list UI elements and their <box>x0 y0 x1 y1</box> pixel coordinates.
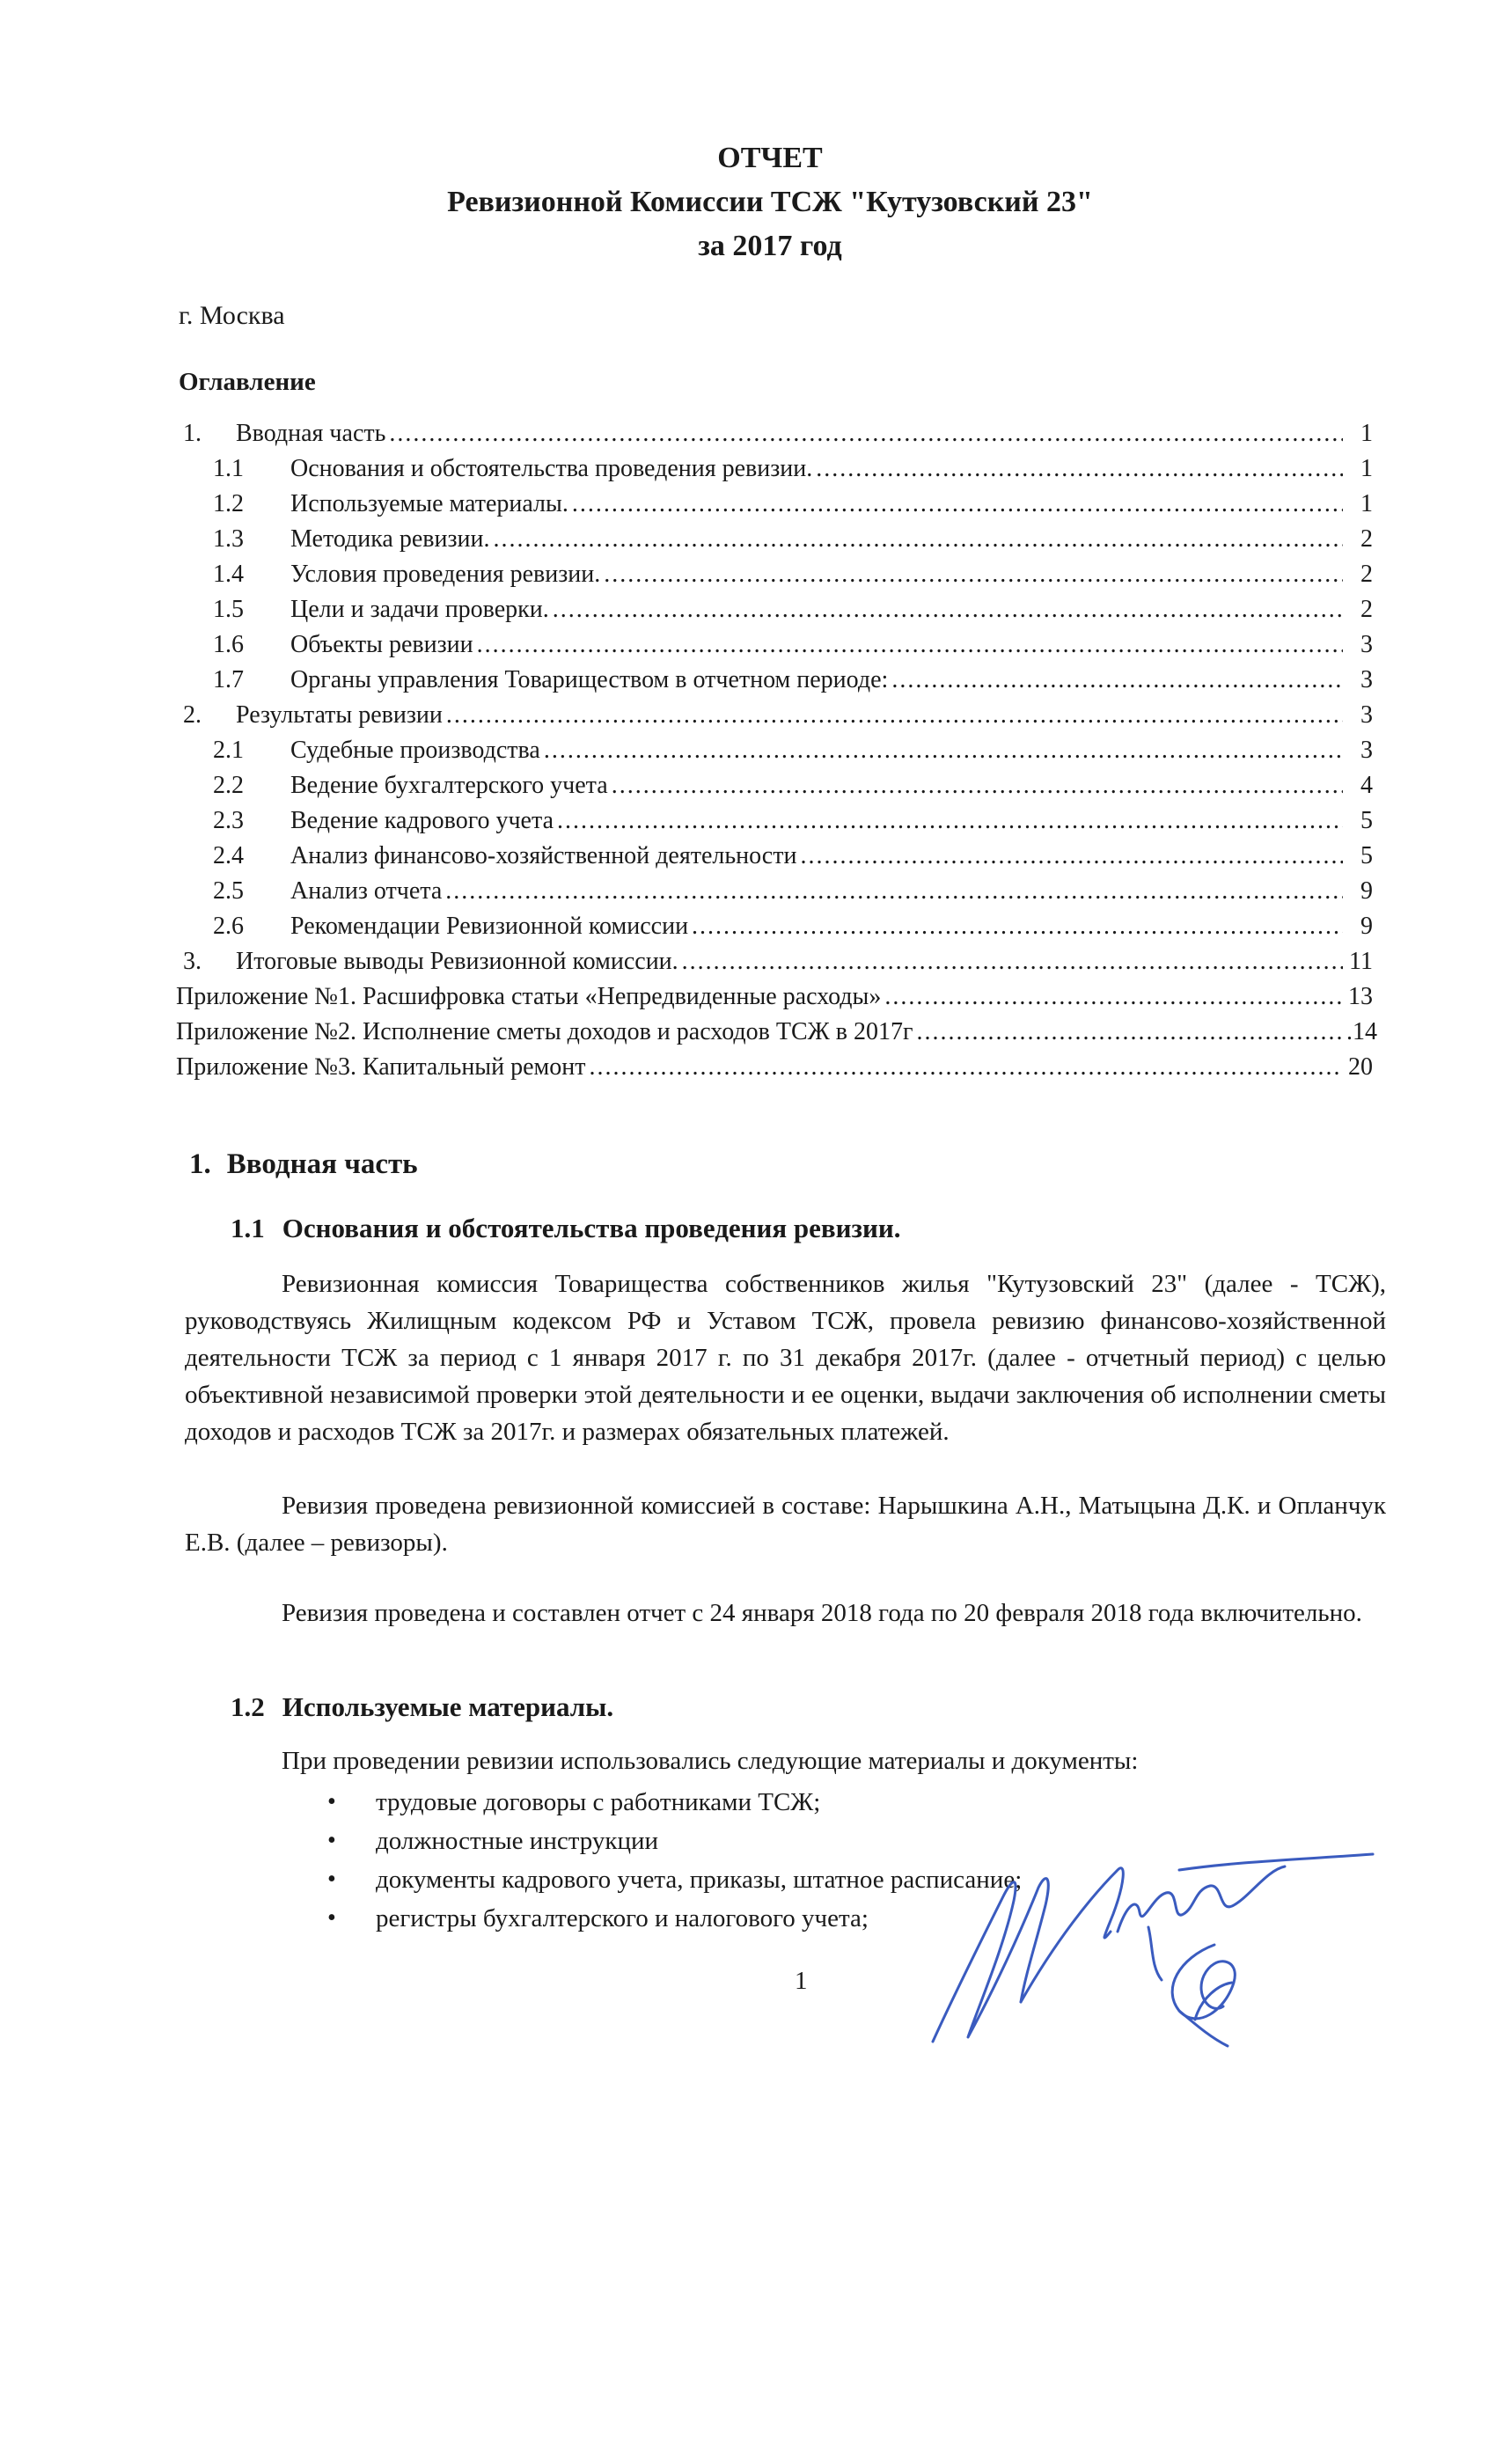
title-line-1: ОТЧЕТ <box>717 142 823 174</box>
toc-entry-page: 3 <box>1360 737 1373 764</box>
toc-entry-page: 3 <box>1360 631 1373 658</box>
toc-dot-leader <box>557 807 1343 835</box>
toc-entry-number: 1.2 <box>213 490 244 517</box>
section-1-2-heading <box>231 1691 613 1723</box>
toc-dot-leader <box>884 983 1343 1011</box>
toc-entry[interactable] <box>176 420 1373 455</box>
section-1-1-number: 1.1 <box>231 1213 265 1243</box>
toc-entry-number: 1.4 <box>213 561 244 588</box>
toc-entry[interactable] <box>176 1053 1373 1089</box>
toc-entry-label: Методика ревизии. <box>290 525 490 553</box>
toc-entry-page: 1 <box>1360 490 1373 517</box>
toc-entry[interactable] <box>176 772 1373 807</box>
toc-entry-page: 5 <box>1360 842 1373 869</box>
toc-entry[interactable] <box>176 525 1373 561</box>
toc-entry[interactable] <box>176 877 1373 913</box>
toc-entry-number: 2. <box>183 701 202 729</box>
toc-dot-leader <box>553 596 1343 624</box>
section-1-1-heading <box>231 1213 900 1244</box>
toc-heading: Оглавление <box>179 368 316 396</box>
toc-entry-label: Ведение кадрового учета <box>290 807 554 834</box>
toc-dot-leader <box>389 420 1343 448</box>
list-item: • трудовые договоры с работниками ТСЖ; <box>327 1788 1022 1827</box>
toc-entry-number: 2.3 <box>213 807 244 834</box>
section-1-number: 1. <box>189 1148 211 1180</box>
report-title <box>0 136 1496 268</box>
section-1-heading <box>189 1148 418 1181</box>
toc-entry[interactable] <box>176 455 1373 490</box>
toc-dot-leader <box>816 455 1343 483</box>
title-line-2: Ревизионной Комиссии ТСЖ "Кутузовский 23" <box>447 186 1093 218</box>
toc-entry[interactable] <box>176 807 1373 842</box>
toc-entry-page: 13 <box>1348 983 1373 1010</box>
section-1-1-title: Основания и обстоятельства проведения ревизии. <box>282 1213 901 1243</box>
toc-entry[interactable] <box>176 701 1373 737</box>
toc-entry-page: 9 <box>1360 877 1373 905</box>
toc-dot-leader <box>494 525 1343 554</box>
toc-entry[interactable] <box>176 666 1373 701</box>
toc-entry-label: Приложение №1. Расшифровка статьи «Непредвиденные расходы» <box>176 983 882 1010</box>
toc-entry[interactable] <box>176 913 1373 948</box>
toc-dot-leader <box>477 631 1343 659</box>
toc-entry-page: 2 <box>1360 561 1373 588</box>
toc-entry-number: 1.3 <box>213 525 244 553</box>
toc-entry-page: .14 <box>1346 1018 1377 1045</box>
toc-dot-leader <box>544 737 1343 765</box>
toc-entry-label: Органы управления Товариществом в отчетном периоде: <box>290 666 889 693</box>
toc-entry-label: Ведение бухгалтерского учета <box>290 772 608 799</box>
toc-entry-label: Анализ финансово-хозяйственной деятельности <box>290 842 797 869</box>
toc-dot-leader <box>612 772 1343 800</box>
toc-dot-leader <box>589 1053 1343 1082</box>
toc-entry-page: 3 <box>1360 701 1373 729</box>
toc-entry-page: 2 <box>1360 596 1373 623</box>
paragraph: Ревизия проведена и составлен отчет с 24 января 2018 года по 20 февраля 2018 года включительно. <box>282 1599 1362 1627</box>
list-item: • должностные инструкции <box>327 1827 1022 1866</box>
table-of-contents <box>176 420 1377 1089</box>
section-1-2-title: Используемые материалы. <box>282 1691 614 1722</box>
toc-entry-page: 1 <box>1360 420 1373 447</box>
toc-entry-page: 11 <box>1349 948 1373 975</box>
toc-entry-number: 2.2 <box>213 772 244 799</box>
toc-entry-label: Вводная часть <box>236 420 386 447</box>
materials-intro: При проведении ревизии использовались следующие материалы и документы: <box>282 1747 1139 1775</box>
toc-entry[interactable] <box>176 631 1373 666</box>
toc-dot-leader <box>682 948 1343 976</box>
paragraph: Ревизия проведена ревизионной комиссией в составе: Нарышкина А.Н., Матыцына Д.К. и Опланчук Е.В. (далее – ревизоры). <box>185 1492 1386 1557</box>
section-1-2-number: 1.2 <box>231 1691 265 1722</box>
toc-entry-number: 1.6 <box>213 631 244 658</box>
toc-dot-leader <box>446 701 1343 730</box>
toc-entry-label: Анализ отчета <box>290 877 443 905</box>
toc-entry-page: 5 <box>1360 807 1373 834</box>
toc-entry-number: 1.1 <box>213 455 244 482</box>
toc-entry[interactable] <box>176 948 1373 983</box>
toc-entry-number: 2.6 <box>213 913 244 940</box>
toc-dot-leader <box>572 490 1343 518</box>
toc-entry[interactable] <box>176 561 1373 596</box>
toc-entry[interactable] <box>176 490 1373 525</box>
toc-entry-label: Условия проведения ревизии. <box>290 561 601 588</box>
toc-entry-number: 1.5 <box>213 596 244 623</box>
city: г. Москва <box>179 301 285 330</box>
toc-entry-label: Цели и задачи проверки. <box>290 596 549 623</box>
toc-entry-number: 1. <box>183 420 202 447</box>
toc-entry-page: 3 <box>1360 666 1373 693</box>
page-number: 1 <box>795 1967 808 1995</box>
toc-dot-leader <box>891 666 1343 694</box>
toc-entry-number: 2.1 <box>213 737 244 764</box>
toc-entry[interactable] <box>176 842 1373 877</box>
toc-entry[interactable] <box>176 1018 1377 1053</box>
toc-entry-page: 1 <box>1360 455 1373 482</box>
toc-entry-label: Используемые материалы. <box>290 490 568 517</box>
title-line-3: за 2017 год <box>698 230 842 262</box>
toc-entry-page: 4 <box>1360 772 1373 799</box>
toc-entry-label: Рекомендации Ревизионной комиссии <box>290 913 689 940</box>
toc-dot-leader <box>445 877 1343 906</box>
toc-entry-page: 20 <box>1348 1053 1373 1081</box>
section-1-title: Вводная часть <box>226 1148 418 1180</box>
toc-dot-leader <box>800 842 1343 870</box>
toc-entry-label: Судебные производства <box>290 737 540 764</box>
paragraph: Ревизионная комиссия Товарищества собственников жилья "Кутузовский 23" (далее - ТСЖ), руководствуясь Жилищным кодексом РФ и Уставом ТСЖ, провела ревизию финансово-хозяйственной деятельности ТСЖ за период с 1 января 2017 г. по 31 декабря 2017г. (далее - отчетный период) с целью объективной независимой проверки этой деятельности и ее оценки, выдачи заключения об исполнении сметы доходов и расходов ТСЖ за 2017г. и размерах обязательных платежей. <box>185 1270 1386 1446</box>
toc-entry[interactable] <box>176 737 1373 772</box>
toc-entry[interactable] <box>176 983 1373 1018</box>
toc-entry-number: 2.5 <box>213 877 244 905</box>
toc-entry-label: Результаты ревизии <box>236 701 443 729</box>
toc-entry-page: 2 <box>1360 525 1373 553</box>
toc-dot-leader <box>692 913 1343 941</box>
handwritten-signature <box>915 1835 1390 2064</box>
toc-entry-label: Итоговые выводы Ревизионной комиссии. <box>236 948 678 975</box>
toc-entry-number: 1.7 <box>213 666 244 693</box>
toc-entry-page: 9 <box>1360 913 1373 940</box>
toc-dot-leader <box>604 561 1343 589</box>
toc-entry-label: Объекты ревизии <box>290 631 473 658</box>
toc-entry[interactable] <box>176 596 1373 631</box>
toc-entry-label: Основания и обстоятельства проведения ревизии. <box>290 455 813 482</box>
toc-entry-label: Приложение №2. Исполнение сметы доходов и расходов ТСЖ в 2017г <box>176 1018 913 1045</box>
list-item: • документы кадрового учета, приказы, штатное расписание; <box>327 1866 1022 1904</box>
toc-dot-leader <box>916 1018 1343 1046</box>
toc-entry-label: Приложение №3. Капитальный ремонт <box>176 1053 586 1081</box>
toc-entry-number: 2.4 <box>213 842 244 869</box>
list-item: • регистры бухгалтерского и налогового учета; <box>327 1904 1022 1943</box>
toc-entry-number: 3. <box>183 948 202 975</box>
